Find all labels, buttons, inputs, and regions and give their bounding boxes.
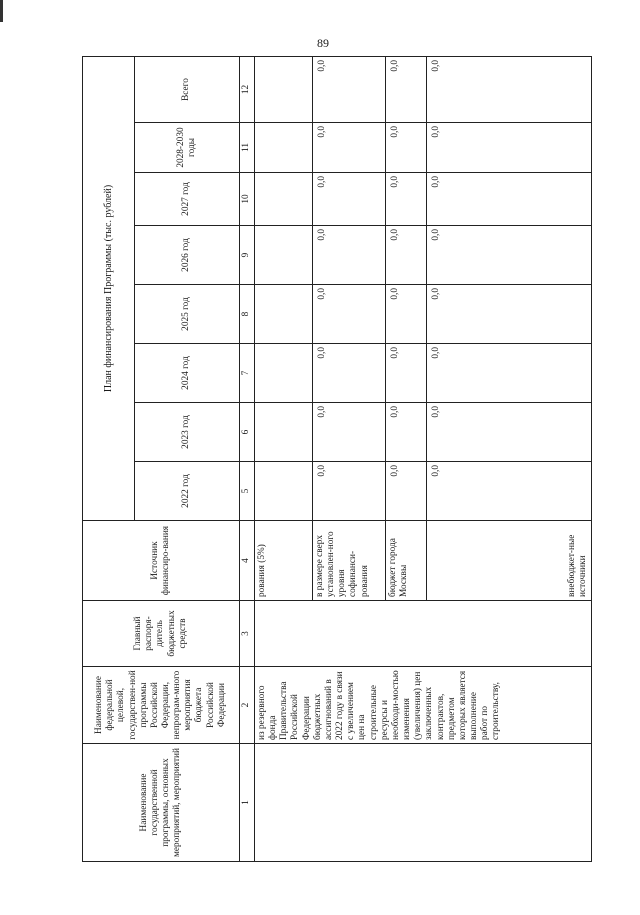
header-financing-plan: План финансирования Программы (тыс. рублей): [83, 56, 135, 520]
funding-source-cell: бюджет города Москвы: [386, 521, 427, 601]
federal-program-cell: из резервного фонда Правительства Российской Федерации бюджетных ассигнований в 2022 году в связи с увеличением цен на строительные ресурсы и необходи-мостью изменения (увеличения) цен заключенных контрактов, предметом которых является выполнение работ по строительству,: [255, 667, 592, 744]
header-year: 2024 год: [135, 344, 240, 403]
value-cell: 0,0: [427, 403, 592, 462]
funding-source-cell: в размере сверх установлен-ного уровня софинанси-рования: [313, 521, 386, 601]
value-cell: 0,0: [427, 226, 592, 285]
financing-table-rotated: [82, 57, 590, 862]
page-number: 89: [317, 36, 329, 50]
program-name-cell: [255, 744, 592, 862]
column-number: 12: [240, 56, 255, 122]
value-cell: 0,0: [386, 403, 427, 462]
column-number: 11: [240, 123, 255, 173]
column-number: 7: [240, 344, 255, 403]
value-cell: 0,0: [427, 123, 592, 173]
value-cell: 0,0: [386, 462, 427, 521]
header-year: 2022 год: [135, 462, 240, 521]
value-cell: 0,0: [427, 56, 592, 122]
value-cell: 0,0: [313, 403, 386, 462]
value-cell: 0,0: [386, 344, 427, 403]
value-cell: [255, 462, 313, 521]
header-year: Всего: [135, 56, 240, 122]
value-cell: 0,0: [386, 285, 427, 344]
value-cell: [255, 56, 313, 122]
header-program-name: Наименование государственной программы, основных мероприятий, мероприятий: [83, 744, 240, 862]
value-cell: 0,0: [313, 123, 386, 173]
value-cell: 0,0: [386, 173, 427, 226]
value-cell: 0,0: [427, 285, 592, 344]
column-number: 5: [240, 462, 255, 521]
column-number: 6: [240, 403, 255, 462]
value-cell: 0,0: [313, 56, 386, 122]
header-year: 2028-2030 годы: [135, 123, 240, 173]
value-cell: 0,0: [386, 123, 427, 173]
value-cell: 0,0: [386, 226, 427, 285]
value-cell: 0,0: [313, 285, 386, 344]
value-cell: [255, 123, 313, 173]
budget-manager-cell: [255, 601, 592, 667]
value-cell: 0,0: [386, 56, 427, 122]
value-cell: 0,0: [427, 344, 592, 403]
header-year: 2023 год: [135, 403, 240, 462]
value-cell: [255, 344, 313, 403]
header-year: 2027 год: [135, 173, 240, 226]
header-federal-program: Наименование федеральной целевой, государствен-ной программы Российской Федерации, непрограм-много мероприятия бюджета Российской Федерации: [83, 667, 240, 744]
value-cell: [255, 403, 313, 462]
value-cell: 0,0: [313, 226, 386, 285]
value-cell: 0,0: [313, 462, 386, 521]
header-year: 2026 год: [135, 226, 240, 285]
value-cell: [255, 285, 313, 344]
column-number: 2: [240, 667, 255, 744]
column-number: 8: [240, 285, 255, 344]
value-cell: 0,0: [427, 462, 592, 521]
scan-edge-mark: [0, 0, 3, 22]
header-budget-manager: Главный распоря-дитель бюджетных средств: [83, 601, 240, 667]
funding-source-cell: рования (5%): [255, 521, 313, 601]
column-number: 9: [240, 226, 255, 285]
column-number: 3: [240, 601, 255, 667]
value-cell: [255, 173, 313, 226]
value-cell: 0,0: [313, 173, 386, 226]
value-cell: [255, 226, 313, 285]
column-number: 1: [240, 744, 255, 862]
funding-source-cell: внебюджет-ные источники: [427, 521, 592, 601]
header-funding-source: Источник финансиро-вания: [83, 521, 240, 601]
value-cell: 0,0: [427, 173, 592, 226]
column-number: 4: [240, 521, 255, 601]
column-number-row: [240, 56, 255, 861]
table-row: [255, 56, 313, 861]
column-number: 10: [240, 173, 255, 226]
header-year: 2025 год: [135, 285, 240, 344]
value-cell: 0,0: [313, 344, 386, 403]
financing-table: [82, 56, 592, 862]
